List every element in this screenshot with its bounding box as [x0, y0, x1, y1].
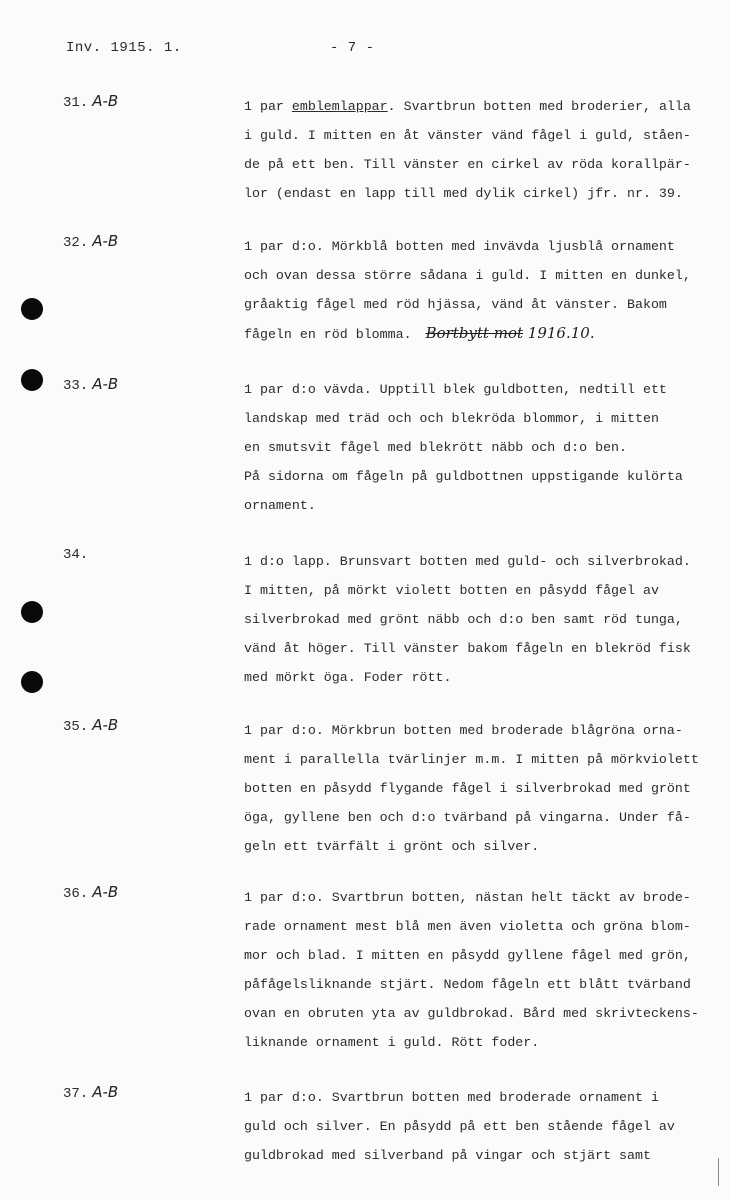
text-line: de på ett ben. Till vänster en cirkel av röda korallpär- [244, 157, 691, 172]
entry-description [244, 883, 724, 1057]
punch-hole [21, 369, 43, 391]
text-line: 1 par d:o. Mörkbrun botten med broderade blågröna orna- [244, 723, 683, 738]
page-edge-mark [718, 1158, 719, 1186]
text-line: lor (endast en lapp till med dylik cirkel) jfr. nr. 39. [244, 186, 683, 201]
handwritten-mark: A-B [92, 92, 119, 110]
punch-hole [21, 671, 43, 693]
text-line: mor och blad. I mitten en påsydd gyllene fågel med grön, [244, 948, 691, 963]
entry-description [244, 375, 724, 520]
text-line: 1 par d:o. Mörkblå botten med invävda ljusblå ornament [244, 239, 675, 254]
text-line: och ovan dessa större sådana i guld. I mitten en dunkel, [244, 268, 691, 283]
text-line: liknande ornament i guld. Rött foder. [244, 1035, 540, 1050]
entry-number: 31. A-B [63, 92, 119, 111]
handwritten-mark: A-B [92, 716, 119, 734]
text-line: ornament. [244, 498, 316, 513]
text-line: gråaktig fågel med röd hjässa, vänd åt vänster. Bakom [244, 297, 667, 312]
entry-number: 36. A-B [63, 883, 119, 902]
entry-number: 33. A-B [63, 375, 119, 394]
entry-description [244, 716, 724, 861]
text-line: påfågelsliknande stjärt. Nedom fågeln ett blått tvärband [244, 977, 691, 992]
inventory-header: Inv. 1915. 1. [66, 40, 182, 56]
text-line: landskap med träd och och blekröda blommor, i mitten [244, 411, 659, 426]
page-number: - 7 - [330, 40, 375, 56]
text-line: ment i parallella tvärlinjer m.m. I mitten på mörkviolett [244, 752, 699, 767]
underlined-term: emblemlappar [291, 99, 388, 114]
handwritten-mark: A-B [92, 1083, 119, 1101]
entry-number: 37. A-B [63, 1083, 119, 1102]
text-line: vänd åt höger. Till vänster bakom fågeln en blekröd fisk [244, 641, 691, 656]
entry-number: 35. A-B [63, 716, 119, 735]
text-line: öga, gyllene ben och d:o tvärband på vingarna. Under få- [244, 810, 691, 825]
entry-number: 34. [63, 547, 89, 563]
text-line: 1 par emblemlappar. Svartbrun botten med broderier, alla [244, 99, 691, 114]
punch-hole [21, 601, 43, 623]
text-line: I mitten, på mörkt violett botten en påsydd fågel av [244, 583, 659, 598]
text-line: botten en påsydd flygande fågel i silverbrokad med grönt [244, 781, 691, 796]
handwritten-mark: A-B [92, 232, 119, 250]
text-line: guldbrokad med silverband på vingar och stjärt samt [244, 1148, 651, 1163]
handwritten-annotation: Bortbytt mot 1916.10. [425, 324, 595, 342]
entry-description [244, 547, 724, 692]
text-line: 1 par d:o. Svartbrun botten, nästan helt täckt av brode- [244, 890, 691, 905]
entry-description [244, 232, 724, 349]
punch-hole [21, 298, 43, 320]
text-line: På sidorna om fågeln på guldbottnen uppstigande kulörta [244, 469, 683, 484]
text-line: 1 par d:o. Svartbrun botten med broderade ornament i [244, 1090, 659, 1105]
text-line: med mörkt öga. Foder rött. [244, 670, 452, 685]
text-line: 1 d:o lapp. Brunsvart botten med guld- och silverbrokad. [244, 554, 691, 569]
text-line: silverbrokad med grönt näbb och d:o ben samt röd tunga, [244, 612, 683, 627]
text-line: guld och silver. En påsydd på ett ben stående fågel av [244, 1119, 675, 1134]
text-line: 1 par d:o vävda. Upptill blek guldbotten, nedtill ett [244, 382, 667, 397]
text-line: geln ett tvärfält i grönt och silver. [244, 839, 540, 854]
entry-number: 32. A-B [63, 232, 119, 251]
text-line: i guld. I mitten en åt vänster vänd fågel i guld, ståen- [244, 128, 691, 143]
text-line: en smutsvit fågel med blekrött näbb och d:o ben. [244, 440, 628, 455]
entry-description [244, 92, 724, 208]
text-line: rade ornament mest blå men även violetta och gröna blom- [244, 919, 691, 934]
text-line: fågeln en röd blomma. Bortbytt mot 1916.10. [244, 324, 595, 342]
handwritten-mark: A-B [92, 375, 119, 393]
entry-description [244, 1083, 724, 1170]
text-line: ovan en obruten yta av guldbrokad. Bård med skrivteckens- [244, 1006, 699, 1021]
handwritten-mark: A-B [92, 883, 119, 901]
